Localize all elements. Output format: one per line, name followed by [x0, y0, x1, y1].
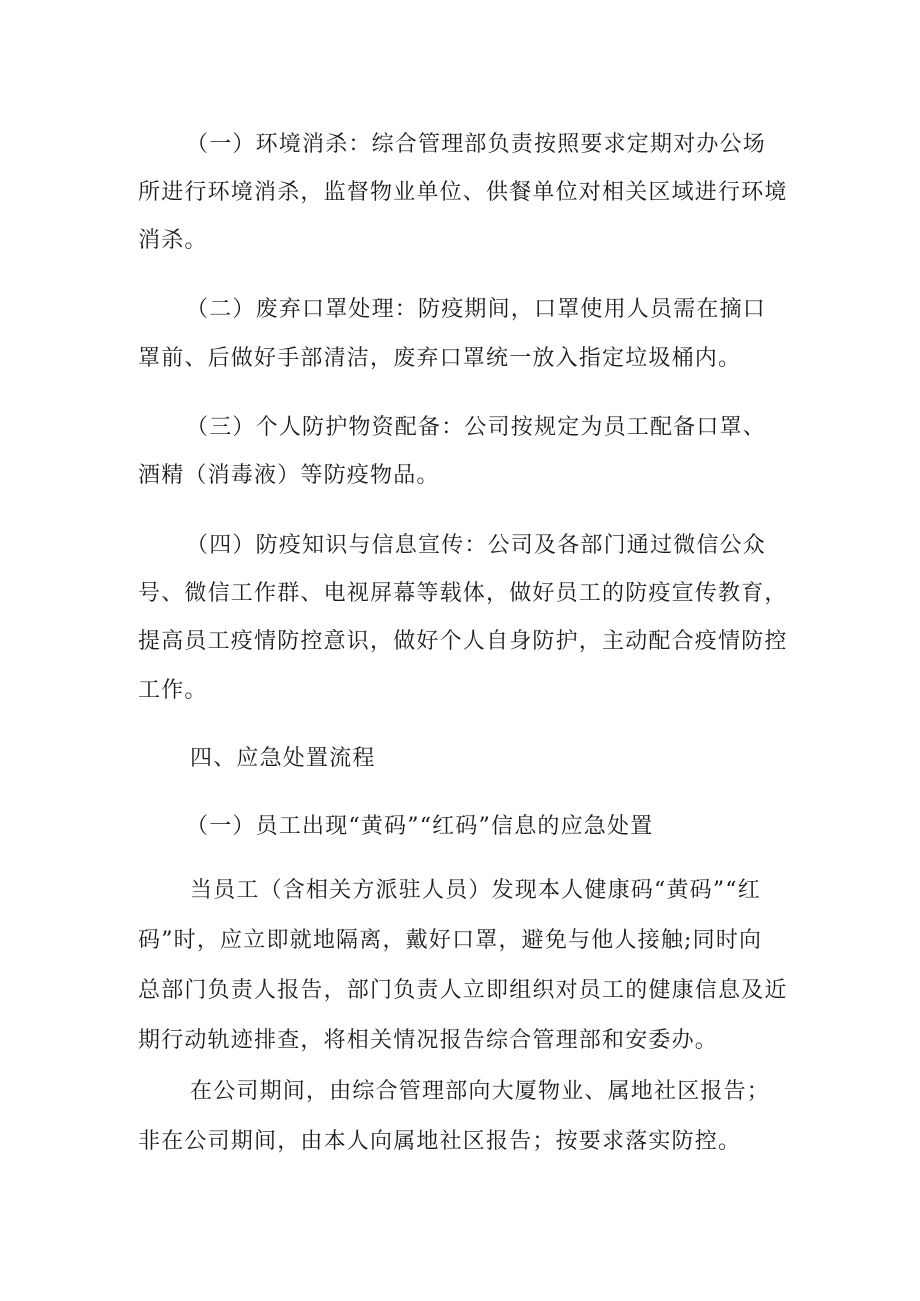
text-line: 非在公司期间，由本人向属地社区报告；按要求落实防控。: [138, 1129, 742, 1154]
text-line: 在公司期间，由综合管理部向大厦物业、属地社区报告；: [190, 1079, 771, 1104]
text-line: 所进行环境消杀，监督物业单位、供餐单位对相关区域进行环境: [138, 180, 788, 205]
text-line: 消杀。: [138, 228, 208, 253]
subsection-heading: （一）员工出现“黄码”“红码”信息的应急处置: [186, 814, 654, 839]
text-line: 当员工（含相关方派驻人员）发现本人健康码“黄码”“红: [190, 878, 761, 903]
text-line: （二）废弃口罩处理：防疫期间，口罩使用人员需在摘口: [186, 297, 767, 322]
text-line: 酒精（消毒液）等防疫物品。: [138, 463, 440, 488]
text-line: 罩前、后做好手部清洁，废弃口罩统一放入指定垃圾桶内。: [138, 346, 742, 371]
text-line: 总部门负责人报告，部门负责人立即组织对员工的健康信息及近: [138, 978, 788, 1003]
text-line: （四）防疫知识与信息宣传：公司及各部门通过微信公众: [186, 533, 767, 558]
text-line: 提高员工疫情防控意识，做好个人自身防护，主动配合疫情防控: [138, 629, 788, 654]
section-heading: 四、应急处置流程: [190, 746, 376, 771]
text-line: 号、微信工作群、电视屏幕等载体，做好员工的防疫宣传教育，: [138, 581, 788, 606]
text-line: 工作。: [138, 678, 208, 703]
text-line: 码”时，应立即就地隔离，戴好口罩，避免与他人接触;同时向: [138, 928, 763, 953]
text-line: （三）个人防护物资配备：公司按规定为员工配备口罩、: [186, 415, 767, 440]
text-line: 期行动轨迹排查，将相关情况报告综合管理部和安委办。: [138, 1028, 719, 1053]
text-line: （一）环境消杀：综合管理部负责按照要求定期对办公场: [186, 132, 767, 157]
